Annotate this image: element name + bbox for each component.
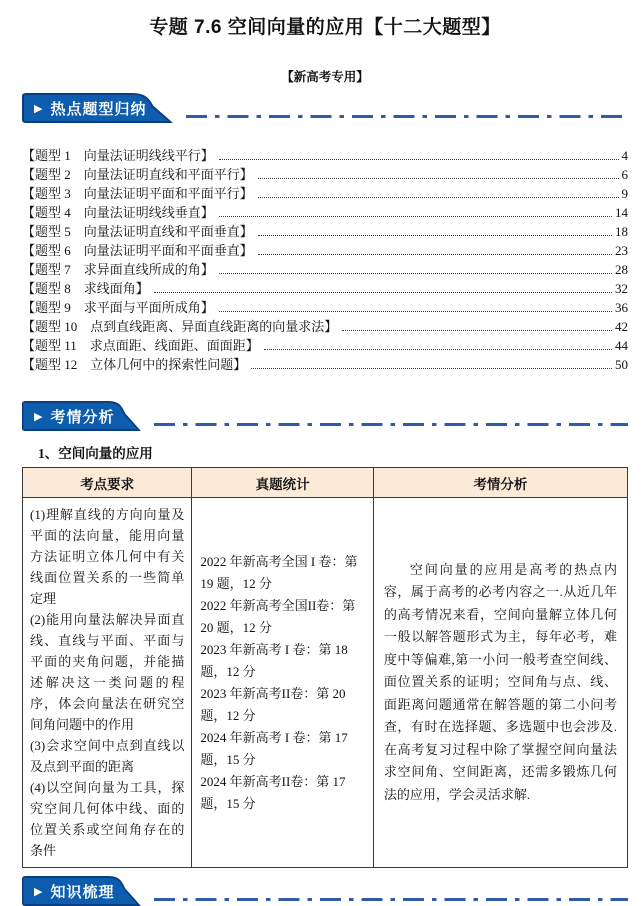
- toc-item-6: [22, 240, 628, 259]
- toc-item-10: [22, 316, 628, 335]
- toc-item-11: [22, 335, 628, 354]
- banner-label: 热点题型归纳: [50, 100, 147, 118]
- dot-leader: [219, 273, 612, 274]
- stat-item: 2023 年新高考II卷：第 20 题，12 分: [200, 685, 346, 723]
- dash-divider: [154, 423, 628, 427]
- toc-page-number: 44: [615, 338, 628, 353]
- column-header-analysis: 考情分析: [373, 468, 627, 498]
- column-header-requirements: 考点要求: [23, 468, 192, 498]
- toc-label: 【题型 8 求线面角】: [22, 281, 149, 296]
- stat-item: 2023 年新高考 I 卷：第 18 题，12 分: [200, 641, 348, 679]
- dot-leader: [258, 178, 619, 179]
- banner-label: 考情分析: [50, 408, 115, 426]
- requirement-item: (4)以空间向量为工具，探究空间几何体中线、面的位置关系或空间角存在的条件: [30, 780, 185, 858]
- analysis-cell: [373, 498, 627, 868]
- knowledge-banner: [22, 876, 140, 906]
- exam-analysis-table: [22, 467, 628, 868]
- toc-label: 【题型 11 求点面距、线面距、面面距】: [22, 338, 259, 353]
- dot-leader: [219, 159, 619, 160]
- play-icon: ▶: [34, 409, 43, 423]
- stats-cell: [192, 498, 374, 868]
- toc-item-4: [22, 202, 628, 221]
- dot-leader: [258, 235, 612, 236]
- stat-item: 2024 年新高考 I 卷：第 17 题，15 分: [200, 729, 348, 767]
- toc-label: 【题型 1 向量法证明线线平行】: [22, 148, 214, 163]
- play-icon: ▶: [34, 101, 43, 115]
- toc-label: 【题型 7 求异面直线所成的角】: [22, 262, 214, 277]
- subsection-heading: 1、空间向量的应用: [38, 446, 153, 461]
- toc-label: 【题型 12 立体几何中的探索性问题】: [22, 357, 247, 372]
- table-header-row: [23, 468, 628, 498]
- dash-divider: [186, 115, 628, 119]
- toc-page-number: 36: [615, 300, 628, 315]
- table-of-contents: [22, 145, 628, 373]
- column-header-stats: 真题统计: [192, 468, 374, 498]
- exam-analysis-banner: [22, 401, 140, 431]
- toc-page-number: 9: [621, 186, 628, 201]
- hot-topics-banner: [22, 93, 172, 123]
- dot-leader: [258, 197, 619, 198]
- dot-leader: [219, 311, 612, 312]
- requirement-item: (1)理解直线的方向向量及平面的法向量，能用向量方法证明立体几何中有关线面位置关系的一些简单定理: [30, 507, 185, 606]
- page-title: 专题 7.6 空间向量的应用【十二大题型】: [149, 17, 501, 38]
- dot-leader: [154, 292, 612, 293]
- analysis-paragraph: 空间向量的应用是高考的热点内容，属于高考的必考内容之一.从近几年的高考情况来看，空间向量解立体几何一般以解答题形式为主，每年必考，难度中等偏难,第一小问一般考查空间线、面位置关系的证明；空间角与点、线、面距离问题通常在解答题的第二小问考查，有时在选择题、多选题中也会涉及.在高考复习过程中除了掌握空间向量法求空间角、空间距离，还需多锻炼几何法的应用，学会灵活求解.: [383, 561, 617, 802]
- toc-page-number: 42: [615, 319, 628, 334]
- toc-label: 【题型 6 向量法证明平面和平面垂直】: [22, 243, 253, 258]
- toc-item-1: [22, 145, 628, 164]
- dot-leader: [264, 349, 612, 350]
- toc-page-number: 6: [621, 167, 628, 182]
- toc-label: 【题型 2 向量法证明直线和平面平行】: [22, 167, 253, 182]
- toc-page-number: 4: [621, 148, 628, 163]
- toc-item-8: [22, 278, 628, 297]
- toc-label: 【题型 5 向量法证明直线和平面垂直】: [22, 224, 253, 239]
- toc-item-12: [22, 354, 628, 373]
- toc-page-number: 28: [615, 262, 628, 277]
- banner-label: 知识梳理: [50, 883, 115, 901]
- toc-page-number: 23: [615, 243, 628, 258]
- dot-leader: [219, 216, 612, 217]
- dot-leader: [258, 254, 612, 255]
- toc-item-9: [22, 297, 628, 316]
- toc-label: 【题型 9 求平面与平面所成角】: [22, 300, 214, 315]
- document-page: [0, 12, 644, 901]
- dash-divider: [154, 898, 628, 902]
- toc-page-number: 50: [615, 357, 628, 372]
- toc-label: 【题型 10 点到直线距离、异面直线距离的向量求法】: [22, 319, 338, 334]
- section-header-exam-analysis: [22, 401, 628, 431]
- toc-label: 【题型 3 向量法证明平面和平面平行】: [22, 186, 253, 201]
- dot-leader: [251, 368, 612, 369]
- toc-item-3: [22, 183, 628, 202]
- stat-item: 2024 年新高考II卷：第 17 题，15 分: [200, 773, 346, 811]
- requirement-item: (3)会求空间中点到直线以及点到平面的距离: [30, 738, 185, 774]
- toc-page-number: 18: [615, 224, 628, 239]
- toc-item-5: [22, 221, 628, 240]
- section-header-hot-topics: [22, 93, 628, 123]
- toc-item-7: [22, 259, 628, 278]
- toc-page-number: 14: [615, 205, 628, 220]
- dot-leader: [342, 330, 612, 331]
- toc-label: 【题型 4 向量法证明线线垂直】: [22, 205, 214, 220]
- page-subtitle: 【新高考专用】: [281, 70, 369, 84]
- toc-item-2: [22, 164, 628, 183]
- section-header-knowledge: [22, 876, 628, 906]
- stat-item: 2022 年新高考全国 I 卷：第 19 题，12 分: [200, 553, 358, 591]
- requirements-cell: [23, 498, 192, 868]
- toc-page-number: 32: [615, 281, 628, 296]
- table-body-row: [23, 498, 628, 868]
- stat-item: 2022 年新高考全国II卷：第 20 题，12 分: [200, 597, 356, 635]
- requirement-item: (2)能用向量法解决异面直线、直线与平面、平面与平面的夹角问题，并能描述解决这一类问题的程序，体会向量法在研究空间角问题中的作用: [30, 612, 185, 732]
- play-icon: ▶: [34, 884, 43, 898]
